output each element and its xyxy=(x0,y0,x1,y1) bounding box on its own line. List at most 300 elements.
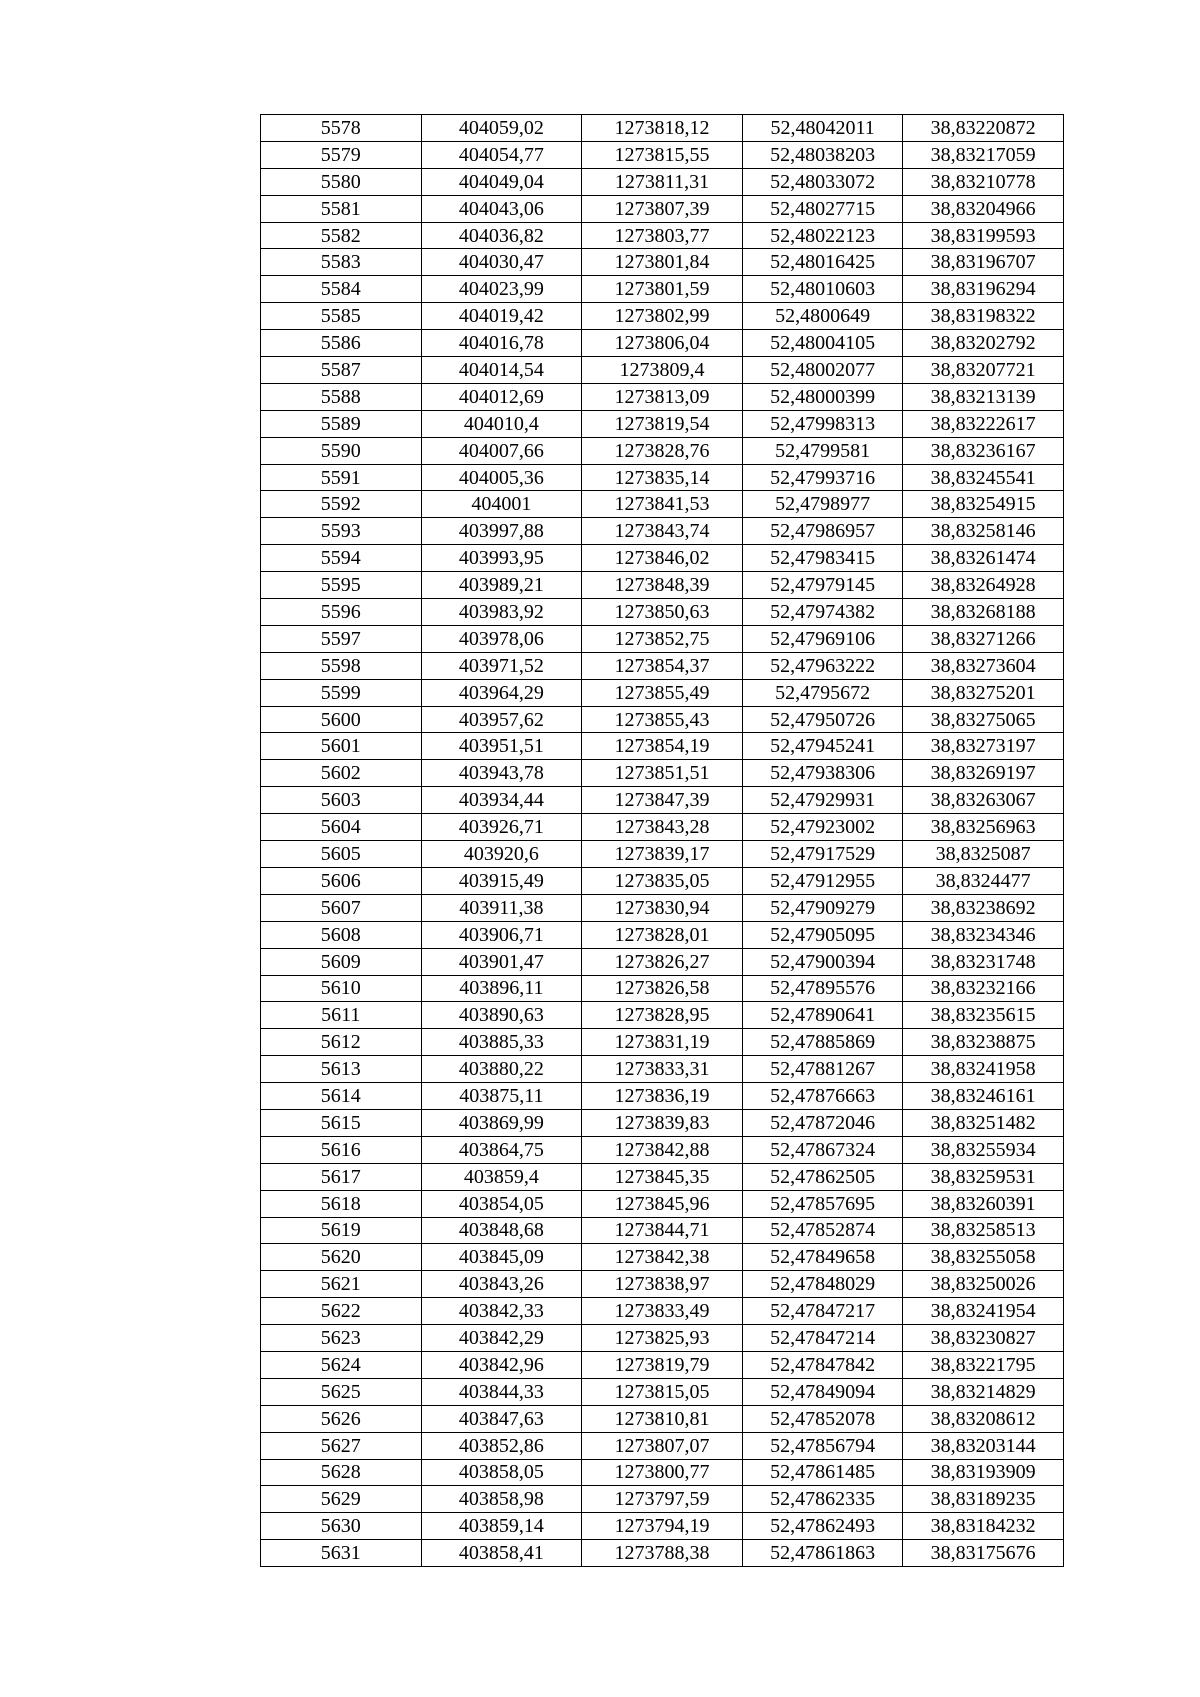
x-coordinate-cell: 403989,21 xyxy=(421,572,582,599)
table-row xyxy=(261,1190,1064,1217)
point-number-cell: 5585 xyxy=(261,303,422,330)
table-row xyxy=(261,1325,1064,1352)
latitude-cell: 52,47881267 xyxy=(742,1056,903,1083)
x-coordinate-cell: 403847,63 xyxy=(421,1405,582,1432)
point-number-cell: 5613 xyxy=(261,1056,422,1083)
latitude-cell: 52,47923002 xyxy=(742,814,903,841)
y-coordinate-cell: 1273794,19 xyxy=(582,1513,743,1540)
point-number-cell: 5579 xyxy=(261,141,422,168)
longitude-cell: 38,83271266 xyxy=(903,625,1064,652)
coordinates-table xyxy=(260,114,1064,1567)
point-number-cell: 5608 xyxy=(261,921,422,948)
y-coordinate-cell: 1273809,4 xyxy=(582,357,743,384)
x-coordinate-cell: 403971,52 xyxy=(421,652,582,679)
y-coordinate-cell: 1273835,05 xyxy=(582,867,743,894)
y-coordinate-cell: 1273833,49 xyxy=(582,1298,743,1325)
y-coordinate-cell: 1273797,59 xyxy=(582,1486,743,1513)
x-coordinate-cell: 403906,71 xyxy=(421,921,582,948)
table-row xyxy=(261,1351,1064,1378)
point-number-cell: 5609 xyxy=(261,948,422,975)
latitude-cell: 52,47945241 xyxy=(742,733,903,760)
point-number-cell: 5615 xyxy=(261,1109,422,1136)
latitude-cell: 52,48002077 xyxy=(742,357,903,384)
x-coordinate-cell: 403842,33 xyxy=(421,1298,582,1325)
table-row xyxy=(261,357,1064,384)
latitude-cell: 52,47909279 xyxy=(742,894,903,921)
longitude-cell: 38,83259531 xyxy=(903,1163,1064,1190)
point-number-cell: 5602 xyxy=(261,760,422,787)
latitude-cell: 52,47905095 xyxy=(742,921,903,948)
x-coordinate-cell: 403951,51 xyxy=(421,733,582,760)
longitude-cell: 38,83199593 xyxy=(903,222,1064,249)
point-number-cell: 5597 xyxy=(261,625,422,652)
y-coordinate-cell: 1273815,55 xyxy=(582,141,743,168)
latitude-cell: 52,47917529 xyxy=(742,841,903,868)
longitude-cell: 38,83193909 xyxy=(903,1459,1064,1486)
x-coordinate-cell: 403858,41 xyxy=(421,1540,582,1567)
x-coordinate-cell: 403864,75 xyxy=(421,1136,582,1163)
latitude-cell: 52,47848029 xyxy=(742,1271,903,1298)
longitude-cell: 38,83261474 xyxy=(903,545,1064,572)
y-coordinate-cell: 1273807,39 xyxy=(582,195,743,222)
point-number-cell: 5582 xyxy=(261,222,422,249)
latitude-cell: 52,47852078 xyxy=(742,1405,903,1432)
latitude-cell: 52,47885869 xyxy=(742,1029,903,1056)
point-number-cell: 5603 xyxy=(261,787,422,814)
y-coordinate-cell: 1273843,28 xyxy=(582,814,743,841)
latitude-cell: 52,47862493 xyxy=(742,1513,903,1540)
x-coordinate-cell: 404019,42 xyxy=(421,303,582,330)
table-row xyxy=(261,1029,1064,1056)
x-coordinate-cell: 403885,33 xyxy=(421,1029,582,1056)
table-row xyxy=(261,168,1064,195)
longitude-cell: 38,83220872 xyxy=(903,115,1064,142)
table-row xyxy=(261,1459,1064,1486)
x-coordinate-cell: 404001 xyxy=(421,491,582,518)
x-coordinate-cell: 403859,4 xyxy=(421,1163,582,1190)
x-coordinate-cell: 404054,77 xyxy=(421,141,582,168)
latitude-cell: 52,48042011 xyxy=(742,115,903,142)
latitude-cell: 52,47847217 xyxy=(742,1298,903,1325)
longitude-cell: 38,83175676 xyxy=(903,1540,1064,1567)
latitude-cell: 52,47847214 xyxy=(742,1325,903,1352)
longitude-cell: 38,83198322 xyxy=(903,303,1064,330)
latitude-cell: 52,48004105 xyxy=(742,330,903,357)
latitude-cell: 52,48010603 xyxy=(742,276,903,303)
point-number-cell: 5586 xyxy=(261,330,422,357)
point-number-cell: 5606 xyxy=(261,867,422,894)
table-row xyxy=(261,572,1064,599)
point-number-cell: 5600 xyxy=(261,706,422,733)
longitude-cell: 38,83250026 xyxy=(903,1271,1064,1298)
table-row xyxy=(261,814,1064,841)
latitude-cell: 52,47856794 xyxy=(742,1432,903,1459)
table-row xyxy=(261,115,1064,142)
point-number-cell: 5589 xyxy=(261,410,422,437)
point-number-cell: 5593 xyxy=(261,518,422,545)
y-coordinate-cell: 1273825,93 xyxy=(582,1325,743,1352)
point-number-cell: 5590 xyxy=(261,437,422,464)
latitude-cell: 52,47862335 xyxy=(742,1486,903,1513)
latitude-cell: 52,47849658 xyxy=(742,1244,903,1271)
table-row xyxy=(261,249,1064,276)
y-coordinate-cell: 1273801,84 xyxy=(582,249,743,276)
latitude-cell: 52,4800649 xyxy=(742,303,903,330)
table-row xyxy=(261,437,1064,464)
longitude-cell: 38,83263067 xyxy=(903,787,1064,814)
longitude-cell: 38,83204966 xyxy=(903,195,1064,222)
x-coordinate-cell: 404023,99 xyxy=(421,276,582,303)
x-coordinate-cell: 404030,47 xyxy=(421,249,582,276)
table-row xyxy=(261,464,1064,491)
latitude-cell: 52,47950726 xyxy=(742,706,903,733)
table-row xyxy=(261,276,1064,303)
table-row xyxy=(261,1540,1064,1567)
x-coordinate-cell: 403858,98 xyxy=(421,1486,582,1513)
table-row xyxy=(261,1405,1064,1432)
point-number-cell: 5584 xyxy=(261,276,422,303)
y-coordinate-cell: 1273802,99 xyxy=(582,303,743,330)
point-number-cell: 5596 xyxy=(261,599,422,626)
longitude-cell: 38,83258513 xyxy=(903,1217,1064,1244)
y-coordinate-cell: 1273845,96 xyxy=(582,1190,743,1217)
x-coordinate-cell: 403978,06 xyxy=(421,625,582,652)
point-number-cell: 5624 xyxy=(261,1351,422,1378)
x-coordinate-cell: 403890,63 xyxy=(421,1002,582,1029)
table-row xyxy=(261,1298,1064,1325)
longitude-cell: 38,83213139 xyxy=(903,383,1064,410)
y-coordinate-cell: 1273826,58 xyxy=(582,975,743,1002)
x-coordinate-cell: 403843,26 xyxy=(421,1271,582,1298)
y-coordinate-cell: 1273818,12 xyxy=(582,115,743,142)
point-number-cell: 5594 xyxy=(261,545,422,572)
latitude-cell: 52,47849094 xyxy=(742,1378,903,1405)
y-coordinate-cell: 1273845,35 xyxy=(582,1163,743,1190)
x-coordinate-cell: 404049,04 xyxy=(421,168,582,195)
longitude-cell: 38,83273197 xyxy=(903,733,1064,760)
latitude-cell: 52,4795672 xyxy=(742,679,903,706)
x-coordinate-cell: 404005,36 xyxy=(421,464,582,491)
x-coordinate-cell: 403852,86 xyxy=(421,1432,582,1459)
point-number-cell: 5628 xyxy=(261,1459,422,1486)
longitude-cell: 38,83238692 xyxy=(903,894,1064,921)
table-row xyxy=(261,599,1064,626)
x-coordinate-cell: 403859,14 xyxy=(421,1513,582,1540)
table-row xyxy=(261,1244,1064,1271)
longitude-cell: 38,83210778 xyxy=(903,168,1064,195)
latitude-cell: 52,47929931 xyxy=(742,787,903,814)
table-row xyxy=(261,679,1064,706)
longitude-cell: 38,83189235 xyxy=(903,1486,1064,1513)
table-row xyxy=(261,1109,1064,1136)
x-coordinate-cell: 404014,54 xyxy=(421,357,582,384)
point-number-cell: 5601 xyxy=(261,733,422,760)
longitude-cell: 38,83235615 xyxy=(903,1002,1064,1029)
point-number-cell: 5578 xyxy=(261,115,422,142)
latitude-cell: 52,47974382 xyxy=(742,599,903,626)
point-number-cell: 5630 xyxy=(261,1513,422,1540)
x-coordinate-cell: 403842,96 xyxy=(421,1351,582,1378)
longitude-cell: 38,8325087 xyxy=(903,841,1064,868)
longitude-cell: 38,83255058 xyxy=(903,1244,1064,1271)
table-row xyxy=(261,1513,1064,1540)
y-coordinate-cell: 1273851,51 xyxy=(582,760,743,787)
y-coordinate-cell: 1273847,39 xyxy=(582,787,743,814)
latitude-cell: 52,47983415 xyxy=(742,545,903,572)
latitude-cell: 52,47900394 xyxy=(742,948,903,975)
table-row xyxy=(261,841,1064,868)
table-row xyxy=(261,410,1064,437)
point-number-cell: 5620 xyxy=(261,1244,422,1271)
point-number-cell: 5580 xyxy=(261,168,422,195)
longitude-cell: 38,83207721 xyxy=(903,357,1064,384)
y-coordinate-cell: 1273843,74 xyxy=(582,518,743,545)
table-row xyxy=(261,1002,1064,1029)
x-coordinate-cell: 403957,62 xyxy=(421,706,582,733)
latitude-cell: 52,47993716 xyxy=(742,464,903,491)
latitude-cell: 52,48038203 xyxy=(742,141,903,168)
x-coordinate-cell: 403869,99 xyxy=(421,1109,582,1136)
x-coordinate-cell: 403845,09 xyxy=(421,1244,582,1271)
latitude-cell: 52,47938306 xyxy=(742,760,903,787)
y-coordinate-cell: 1273838,97 xyxy=(582,1271,743,1298)
table-row xyxy=(261,518,1064,545)
table-row xyxy=(261,894,1064,921)
y-coordinate-cell: 1273839,83 xyxy=(582,1109,743,1136)
point-number-cell: 5611 xyxy=(261,1002,422,1029)
longitude-cell: 38,83196707 xyxy=(903,249,1064,276)
point-number-cell: 5588 xyxy=(261,383,422,410)
longitude-cell: 38,83246161 xyxy=(903,1083,1064,1110)
y-coordinate-cell: 1273846,02 xyxy=(582,545,743,572)
latitude-cell: 52,47986957 xyxy=(742,518,903,545)
table-row xyxy=(261,975,1064,1002)
y-coordinate-cell: 1273800,77 xyxy=(582,1459,743,1486)
latitude-cell: 52,47852874 xyxy=(742,1217,903,1244)
latitude-cell: 52,4798977 xyxy=(742,491,903,518)
x-coordinate-cell: 404036,82 xyxy=(421,222,582,249)
longitude-cell: 38,83231748 xyxy=(903,948,1064,975)
table-row xyxy=(261,652,1064,679)
table-row xyxy=(261,625,1064,652)
point-number-cell: 5614 xyxy=(261,1083,422,1110)
longitude-cell: 38,83184232 xyxy=(903,1513,1064,1540)
table-body xyxy=(261,115,1064,1567)
latitude-cell: 52,48000399 xyxy=(742,383,903,410)
longitude-cell: 38,83203144 xyxy=(903,1432,1064,1459)
point-number-cell: 5595 xyxy=(261,572,422,599)
longitude-cell: 38,83241954 xyxy=(903,1298,1064,1325)
longitude-cell: 38,83258146 xyxy=(903,518,1064,545)
longitude-cell: 38,83241958 xyxy=(903,1056,1064,1083)
table-row xyxy=(261,733,1064,760)
latitude-cell: 52,47895576 xyxy=(742,975,903,1002)
y-coordinate-cell: 1273813,09 xyxy=(582,383,743,410)
y-coordinate-cell: 1273815,05 xyxy=(582,1378,743,1405)
point-number-cell: 5587 xyxy=(261,357,422,384)
x-coordinate-cell: 403911,38 xyxy=(421,894,582,921)
y-coordinate-cell: 1273855,43 xyxy=(582,706,743,733)
y-coordinate-cell: 1273819,54 xyxy=(582,410,743,437)
latitude-cell: 52,47857695 xyxy=(742,1190,903,1217)
y-coordinate-cell: 1273830,94 xyxy=(582,894,743,921)
latitude-cell: 52,47912955 xyxy=(742,867,903,894)
x-coordinate-cell: 403842,29 xyxy=(421,1325,582,1352)
x-coordinate-cell: 403915,49 xyxy=(421,867,582,894)
point-number-cell: 5626 xyxy=(261,1405,422,1432)
latitude-cell: 52,48016425 xyxy=(742,249,903,276)
point-number-cell: 5616 xyxy=(261,1136,422,1163)
table-row xyxy=(261,948,1064,975)
latitude-cell: 52,47847842 xyxy=(742,1351,903,1378)
point-number-cell: 5627 xyxy=(261,1432,422,1459)
y-coordinate-cell: 1273854,37 xyxy=(582,652,743,679)
table-row xyxy=(261,222,1064,249)
point-number-cell: 5581 xyxy=(261,195,422,222)
latitude-cell: 52,48027715 xyxy=(742,195,903,222)
x-coordinate-cell: 403858,05 xyxy=(421,1459,582,1486)
table-row xyxy=(261,141,1064,168)
x-coordinate-cell: 403993,95 xyxy=(421,545,582,572)
y-coordinate-cell: 1273810,81 xyxy=(582,1405,743,1432)
point-number-cell: 5631 xyxy=(261,1540,422,1567)
longitude-cell: 38,83273604 xyxy=(903,652,1064,679)
x-coordinate-cell: 403875,11 xyxy=(421,1083,582,1110)
y-coordinate-cell: 1273844,71 xyxy=(582,1217,743,1244)
x-coordinate-cell: 404059,02 xyxy=(421,115,582,142)
x-coordinate-cell: 404010,4 xyxy=(421,410,582,437)
point-number-cell: 5604 xyxy=(261,814,422,841)
longitude-cell: 38,83221795 xyxy=(903,1351,1064,1378)
latitude-cell: 52,47979145 xyxy=(742,572,903,599)
y-coordinate-cell: 1273833,31 xyxy=(582,1056,743,1083)
point-number-cell: 5607 xyxy=(261,894,422,921)
latitude-cell: 52,47876663 xyxy=(742,1083,903,1110)
x-coordinate-cell: 403943,78 xyxy=(421,760,582,787)
longitude-cell: 38,83275201 xyxy=(903,679,1064,706)
x-coordinate-cell: 403926,71 xyxy=(421,814,582,841)
point-number-cell: 5623 xyxy=(261,1325,422,1352)
table-row xyxy=(261,867,1064,894)
longitude-cell: 38,83222617 xyxy=(903,410,1064,437)
point-number-cell: 5598 xyxy=(261,652,422,679)
latitude-cell: 52,47963222 xyxy=(742,652,903,679)
latitude-cell: 52,47867324 xyxy=(742,1136,903,1163)
x-coordinate-cell: 403901,47 xyxy=(421,948,582,975)
x-coordinate-cell: 403964,29 xyxy=(421,679,582,706)
table-row xyxy=(261,787,1064,814)
longitude-cell: 38,83255934 xyxy=(903,1136,1064,1163)
table-row xyxy=(261,1083,1064,1110)
longitude-cell: 38,83245541 xyxy=(903,464,1064,491)
latitude-cell: 52,47861863 xyxy=(742,1540,903,1567)
x-coordinate-cell: 403983,92 xyxy=(421,599,582,626)
x-coordinate-cell: 403848,68 xyxy=(421,1217,582,1244)
y-coordinate-cell: 1273842,88 xyxy=(582,1136,743,1163)
y-coordinate-cell: 1273852,75 xyxy=(582,625,743,652)
point-number-cell: 5591 xyxy=(261,464,422,491)
longitude-cell: 38,83236167 xyxy=(903,437,1064,464)
x-coordinate-cell: 404007,66 xyxy=(421,437,582,464)
table-row xyxy=(261,1432,1064,1459)
y-coordinate-cell: 1273839,17 xyxy=(582,841,743,868)
latitude-cell: 52,47969106 xyxy=(742,625,903,652)
longitude-cell: 38,83256963 xyxy=(903,814,1064,841)
point-number-cell: 5599 xyxy=(261,679,422,706)
y-coordinate-cell: 1273855,49 xyxy=(582,679,743,706)
table-row xyxy=(261,1136,1064,1163)
table-row xyxy=(261,706,1064,733)
longitude-cell: 38,83232166 xyxy=(903,975,1064,1002)
longitude-cell: 38,83214829 xyxy=(903,1378,1064,1405)
point-number-cell: 5605 xyxy=(261,841,422,868)
y-coordinate-cell: 1273819,79 xyxy=(582,1351,743,1378)
x-coordinate-cell: 403844,33 xyxy=(421,1378,582,1405)
table-row xyxy=(261,760,1064,787)
x-coordinate-cell: 403934,44 xyxy=(421,787,582,814)
latitude-cell: 52,48022123 xyxy=(742,222,903,249)
table-row xyxy=(261,1217,1064,1244)
table-row xyxy=(261,1486,1064,1513)
y-coordinate-cell: 1273807,07 xyxy=(582,1432,743,1459)
x-coordinate-cell: 403920,6 xyxy=(421,841,582,868)
longitude-cell: 38,83264928 xyxy=(903,572,1064,599)
table-row xyxy=(261,1056,1064,1083)
longitude-cell: 38,83208612 xyxy=(903,1405,1064,1432)
y-coordinate-cell: 1273828,95 xyxy=(582,1002,743,1029)
point-number-cell: 5612 xyxy=(261,1029,422,1056)
y-coordinate-cell: 1273811,31 xyxy=(582,168,743,195)
point-number-cell: 5618 xyxy=(261,1190,422,1217)
latitude-cell: 52,4799581 xyxy=(742,437,903,464)
point-number-cell: 5610 xyxy=(261,975,422,1002)
table-row xyxy=(261,491,1064,518)
point-number-cell: 5619 xyxy=(261,1217,422,1244)
table-row xyxy=(261,1271,1064,1298)
x-coordinate-cell: 403880,22 xyxy=(421,1056,582,1083)
latitude-cell: 52,47998313 xyxy=(742,410,903,437)
longitude-cell: 38,83275065 xyxy=(903,706,1064,733)
point-number-cell: 5622 xyxy=(261,1298,422,1325)
x-coordinate-cell: 404043,06 xyxy=(421,195,582,222)
longitude-cell: 38,83234346 xyxy=(903,921,1064,948)
table-row xyxy=(261,383,1064,410)
y-coordinate-cell: 1273826,27 xyxy=(582,948,743,975)
point-number-cell: 5617 xyxy=(261,1163,422,1190)
table-row xyxy=(261,921,1064,948)
y-coordinate-cell: 1273836,19 xyxy=(582,1083,743,1110)
y-coordinate-cell: 1273848,39 xyxy=(582,572,743,599)
point-number-cell: 5625 xyxy=(261,1378,422,1405)
y-coordinate-cell: 1273835,14 xyxy=(582,464,743,491)
longitude-cell: 38,83269197 xyxy=(903,760,1064,787)
y-coordinate-cell: 1273841,53 xyxy=(582,491,743,518)
longitude-cell: 38,83268188 xyxy=(903,599,1064,626)
y-coordinate-cell: 1273850,63 xyxy=(582,599,743,626)
longitude-cell: 38,83251482 xyxy=(903,1109,1064,1136)
table-row xyxy=(261,1163,1064,1190)
y-coordinate-cell: 1273842,38 xyxy=(582,1244,743,1271)
table-row xyxy=(261,303,1064,330)
x-coordinate-cell: 404016,78 xyxy=(421,330,582,357)
table-row xyxy=(261,195,1064,222)
y-coordinate-cell: 1273806,04 xyxy=(582,330,743,357)
x-coordinate-cell: 403854,05 xyxy=(421,1190,582,1217)
latitude-cell: 52,47890641 xyxy=(742,1002,903,1029)
x-coordinate-cell: 404012,69 xyxy=(421,383,582,410)
point-number-cell: 5592 xyxy=(261,491,422,518)
latitude-cell: 52,47872046 xyxy=(742,1109,903,1136)
